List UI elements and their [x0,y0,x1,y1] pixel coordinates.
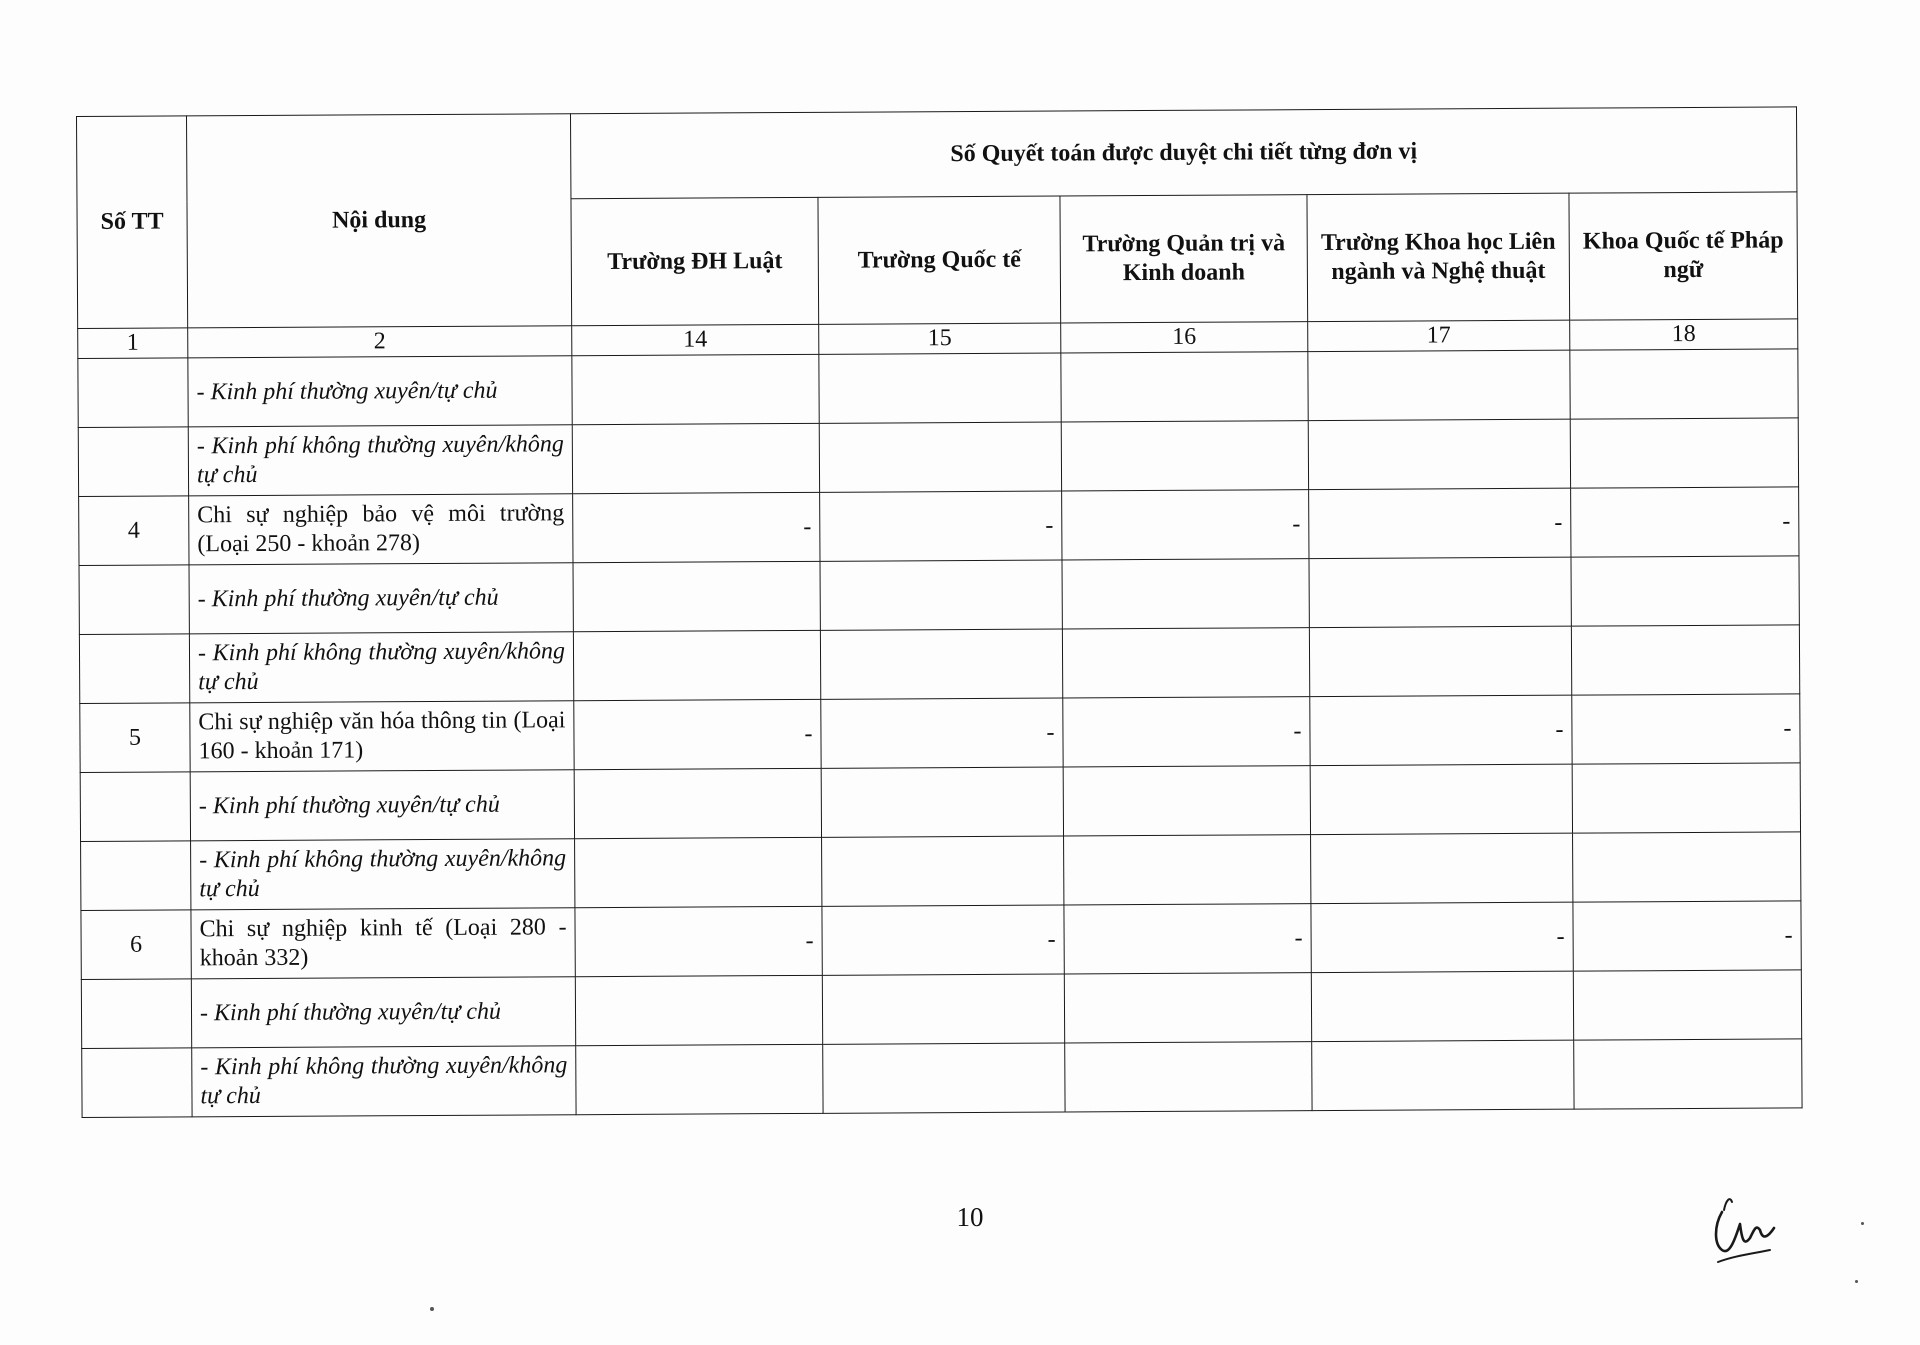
row-value [1571,556,1799,626]
row-stt [79,634,189,704]
column-number: 1 [78,328,188,359]
row-value [574,768,821,838]
table-row [79,625,1799,704]
row-value [1308,419,1570,489]
row-content: Chi sự nghiệp văn hóa thông tin (Loại 160 - khoản 171) [190,701,574,772]
header-stt: Số TT [77,116,188,329]
row-value [819,422,1061,492]
row-value: - [1310,695,1572,765]
row-stt [81,841,191,911]
row-value: - [573,492,820,562]
row-value [1570,349,1798,419]
row-content: - Kinh phí thường xuyên/tự chủ [191,977,575,1048]
row-value [1311,971,1573,1041]
row-value: - [1573,901,1801,971]
table-row [80,694,1800,773]
row-value [822,974,1064,1044]
header-unit-international: Trường Quốc tế [818,196,1061,324]
row-content: - Kinh phí không thường xuyên/không tự chủ [188,425,572,496]
column-number: 16 [1061,322,1308,353]
row-value [572,423,819,493]
row-value [1062,628,1309,698]
column-number: 15 [819,323,1061,354]
row-stt [78,358,188,428]
header-unit-business: Trường Quản trị và Kinh doanh [1060,195,1308,323]
scan-speck [1861,1222,1864,1225]
row-value [575,975,822,1045]
row-value [575,837,822,907]
row-value [820,560,1062,630]
row-value [1570,418,1798,488]
header-content: Nội dung [187,114,572,328]
row-stt [79,565,189,635]
row-value [572,354,819,424]
row-value: - [1064,904,1311,974]
row-value [573,630,820,700]
row-content: Chi sự nghiệp bảo vệ môi trường (Loại 250 - khoản 278) [189,494,573,565]
row-content: - Kinh phí thường xuyên/tự chủ [189,563,573,634]
table-row [78,418,1798,497]
row-stt [82,1048,192,1118]
row-value [1309,626,1571,696]
row-value [821,767,1063,837]
row-value [1064,835,1311,905]
row-value [1572,763,1800,833]
row-value: - [1311,902,1573,972]
row-stt: 5 [80,703,190,773]
row-content: - Kinh phí không thường xuyên/không tự chủ [192,1046,576,1117]
row-value [1311,833,1573,903]
table-row [80,763,1800,842]
row-value [1065,1042,1312,1112]
row-value [819,353,1061,423]
row-content: Chi sự nghiệp kinh tế (Loại 280 - khoản 332) [191,908,575,979]
row-content: - Kinh phí thường xuyên/tự chủ [188,356,572,427]
row-value: - [574,699,821,769]
row-value [1571,625,1799,695]
row-stt: 6 [81,910,191,980]
row-value: - [820,491,1062,561]
row-stt [81,979,191,1049]
header-unit-law: Trường ĐH Luật [571,197,819,325]
row-stt [80,772,190,842]
row-value [1061,352,1308,422]
row-content: - Kinh phí không thường xuyên/không tự chủ [189,632,573,703]
header-unit-interdisciplinary: Trường Khoa học Liên ngành và Nghệ thuật [1307,193,1570,321]
row-value: - [1062,490,1309,560]
row-value [1063,766,1310,836]
row-value: - [1063,697,1310,767]
row-value [1312,1040,1574,1110]
row-value [823,1043,1065,1113]
row-value: - [1572,694,1800,764]
page-number: 10 [956,1202,984,1232]
signature-mark [1700,1180,1790,1270]
table-row [81,832,1801,911]
table-row [79,487,1799,566]
table-row [78,349,1798,428]
row-value: - [1309,488,1571,558]
column-number: 18 [1570,319,1798,350]
row-value [1061,421,1308,491]
scan-speck [430,1307,434,1311]
row-value [576,1044,823,1114]
row-value: - [575,906,822,976]
row-value [822,836,1064,906]
row-value [820,629,1062,699]
column-number: 17 [1308,320,1570,351]
row-value [1308,350,1570,420]
row-value [1574,1039,1802,1109]
column-number: 2 [188,326,572,358]
header-group: Số Quyết toán được duyệt chi tiết từng đơn vị [570,107,1796,199]
table-row [81,901,1801,980]
row-value: - [821,698,1063,768]
column-number: 14 [572,324,819,355]
row-stt [78,427,188,497]
header-unit-francophone: Khoa Quốc tế Pháp ngữ [1569,192,1798,320]
row-content: - Kinh phí không thường xuyên/không tự chủ [191,839,575,910]
row-value [1573,832,1801,902]
settlement-table [76,106,1803,1118]
table-row [81,970,1801,1049]
row-content: - Kinh phí thường xuyên/tự chủ [190,770,574,841]
row-value: - [1571,487,1799,557]
scan-speck [1855,1280,1858,1283]
row-value [1062,559,1309,629]
row-value [1064,973,1311,1043]
table-row [82,1039,1802,1118]
row-value [1310,764,1572,834]
table-row [79,556,1799,635]
row-stt: 4 [79,496,189,566]
row-value: - [822,905,1064,975]
row-value [1309,557,1571,627]
row-value [1573,970,1801,1040]
row-value [573,561,820,631]
